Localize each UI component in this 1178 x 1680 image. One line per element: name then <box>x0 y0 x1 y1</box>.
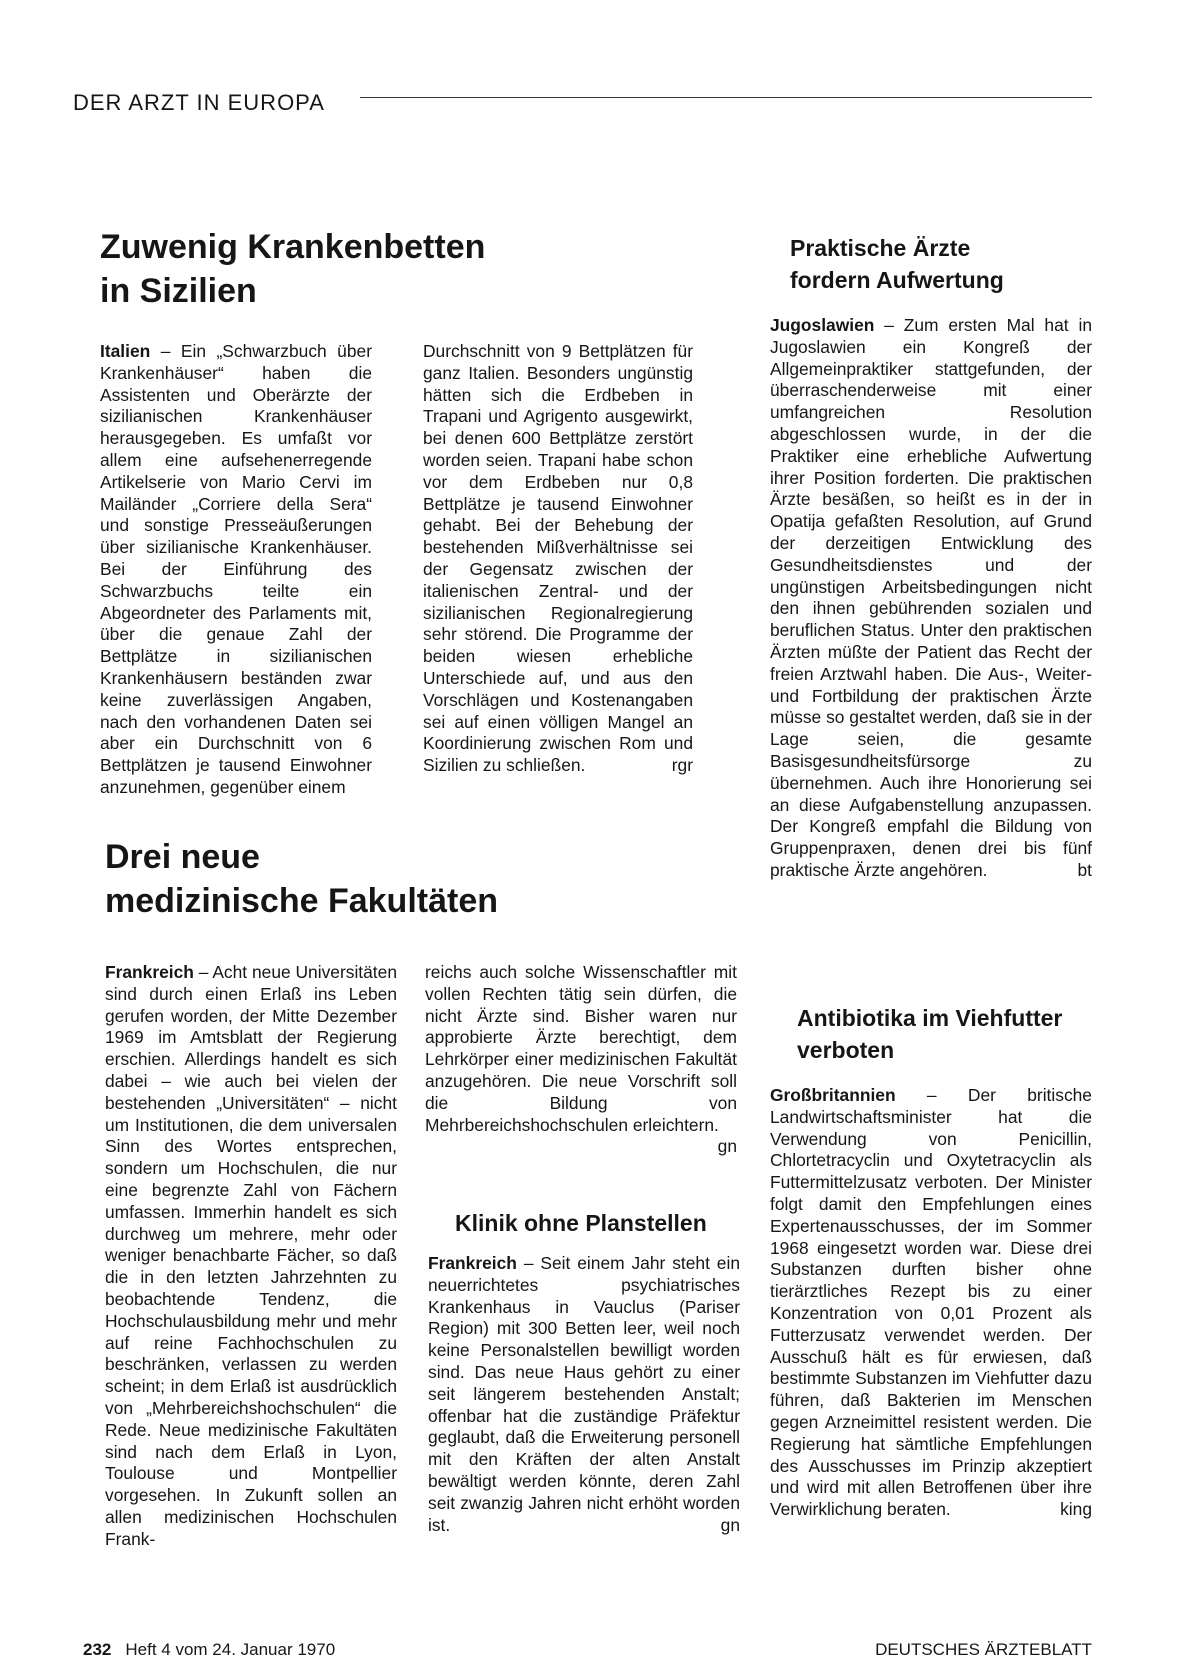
country-label: Jugoslawien <box>770 315 875 335</box>
title-line: Praktische Ärzte <box>790 235 971 261</box>
country-label: Großbritannien <box>770 1085 896 1105</box>
article-body-column <box>770 315 1092 882</box>
body-text: reichs auch solche Wissenschaftler mit vollen Rechten tätig sein dürfen, die nicht Ärzte sind. Bisher waren nur approbierte Ärzte berechtigt, dem Lehrkörper einer medizinischen Fakultät anzugehören. Die neue Vorschrift soll die Bildung von Mehrbereichshochschulen erleichtern. <box>425 962 737 1135</box>
title-line: medizinische Fakultäten <box>105 882 498 920</box>
article-body-column <box>423 341 693 777</box>
article-title-fakultaeten <box>105 835 605 923</box>
journal-name: DEUTSCHES ÄRZTEBLATT <box>875 1640 1092 1659</box>
issue-info: Heft 4 vom 24. Januar 1970 <box>125 1640 336 1659</box>
title-line: fordern Aufwertung <box>790 267 1004 293</box>
page-number: 232 <box>83 1640 112 1659</box>
body-text: Durchschnitt von 9 Bettplätzen für ganz Italien. Besonders ungünstig hätten sich die Erdbeben in Trapani und Agrigento ausgewirkt, bei denen 600 Bettplätze zerstört worden seien. Trapani habe schon vor dem Erdbeben nur 0,8 Bettplätze je tausend Einwohner gehabt. Bei der Behebung der bestehenden Mißverhältnisse sei der Gegensatz zwischen der italienischen Zentral- und der sizilianischen Regionalregierung sehr störend. Die Programme der beiden wiesen erhebliche Unterschiede auf, und aus den Vorschlägen und Kostenangaben sei auf einen völligen Mangel an Koordinierung zwischen Rom und Sizilien zu schließen. <box>423 341 693 776</box>
article-title-antibiotika <box>797 1002 1097 1066</box>
title-line: Drei neue <box>105 838 260 876</box>
article-body-column <box>105 962 397 1551</box>
author-signature: king <box>1060 1499 1092 1520</box>
article-body-column <box>770 1085 1092 1521</box>
body-text: – Acht neue Universitäten sind durch einen Erlaß ins Leben gerufen worden, der Mitte Dezember 1969 im Amtsblatt der Regierung erschien. Allerdings handelt es sich dabei – wie auch bei vielen der bestehenden „Universitäten“ – nicht um Institutionen, die dem universalen Sinn des Wortes entsprechen, sondern um Hochschulen, die nur eine begrenzte Zahl von Fächern umfassen. Immerhin handelt es sich durchweg um mehrere, mehr oder weniger benachbarte Fächer, so daß die in den letzten Jahrzehnten zu beobachtende Tendenz, die Hochschulausbildung mehr und mehr auf reine Fachhochschulen zu beschränken, verlassen zu werden scheint; in dem Erlaß ist ausdrücklich von „Mehrbereichshochschulen“ die Rede. Neue medizinische Fakultäten sind nach dem Erlaß in Lyon, Toulouse und Montpellier vorgesehen. In Zukunft sollen an allen medizinischen Hochschulen Frank- <box>105 962 397 1549</box>
title-line: Zuwenig Krankenbetten <box>100 228 486 266</box>
body-text: – Seit einem Jahr steht ein neuerrichtetes psychiatrisches Krankenhaus in Vauclus (Pariser Region) mit 300 Betten leer, weil noch keine Personalstellen bewilligt worden sind. Das neue Haus gehört zu einer seit längerem bestehenden Anstalt; offenbar hat die zuständige Präfektur geglaubt, daß die Erweiterung personell mit den Kräften der alten Anstalt bewältigt werden könnte, deren Zahl seit zwanzig Jahren nicht erhöht worden ist. <box>428 1253 740 1535</box>
title-line: verboten <box>797 1037 895 1063</box>
country-label: Italien <box>100 341 151 361</box>
article-title-sizilien <box>100 225 520 313</box>
body-text: – Zum ersten Mal hat in Jugoslawien ein Kongreß der Allgemeinpraktiker stattgefunden, der überraschenderweise mit einer umfangreichen Resolution abgeschlossen wurde, in der die Praktiker eine erhebliche Aufwertung ihrer Position forderten. Die praktischen Ärzte besäßen, so heißt es in der in Opatija gefaßten Resolution, auf Grund der derzeitigen Entwicklung des Gesundheitsdienstes und der ungünstigen Arbeitsbedingungen nicht den ihnen gebührenden sozialen und beruflichen Status. Unter den praktischen Ärzten müßte der Patient das Recht der freien Arztwahl haben. Die Aus-, Weiter- und Fortbildung der praktischen Ärzte müsse so gestaltet werden, daß sie in der Lage seien, die gesamte Basisgesundheitsfürsorge zu übernehmen. Auch ihre Honorierung sei an diese Aufgabenstellung anzupassen. Der Kongreß empfahl die Bildung von Gruppenpraxen, denen drei bis fünf praktische Ärzte angehören. <box>770 315 1092 880</box>
title-line: in Sizilien <box>100 272 257 310</box>
section-title: DER ARZT IN EUROPA <box>73 90 325 115</box>
country-label: Frankreich <box>105 962 194 982</box>
article-body-column <box>100 341 372 799</box>
article-title-aerzte <box>790 232 1090 296</box>
article-title-klinik: Klinik ohne Planstellen <box>455 1210 707 1236</box>
author-signature: gn <box>717 1136 737 1157</box>
country-label: Frankreich <box>428 1253 517 1273</box>
author-signature: bt <box>1077 859 1092 880</box>
article-body-column <box>428 1253 740 1536</box>
title-line: Antibiotika im Viehfutter <box>797 1005 1063 1031</box>
article-body-column <box>425 962 737 1158</box>
author-signature: gn <box>720 1514 740 1535</box>
body-text: – Der britische Landwirtschaftsminister hat die Verwendung von Penicillin, Chlortetracyclin und Oxytetracyclin als Futtermittelzusatz verboten. Der Minister folgt damit den Empfehlungen eines Expertenausschusses, der im Sommer 1968 eingesetzt worden war. Diese drei Substanzen durften bisher ohne tierärztliches Rezept bis zu einer Konzentration von 0,01 Prozent als Futterzusatz verwendet werden. Der Ausschuß hält es für erwiesen, daß bestimmte Substanzen im Viehfutter dazu führen, daß Bakterien im Menschen gegen Arzneimittel resistent werden. Die Regierung hat sämtliche Empfehlungen des Ausschusses im Prinzip akzeptiert und wird mit allen Betroffenen über ihre Verwirklichung beraten. <box>770 1085 1092 1520</box>
footer-issue <box>83 1640 335 1660</box>
header-rule <box>360 97 1092 98</box>
body-text: – Ein „Schwarzbuch über Krankenhäuser“ haben die Assistenten und Oberärzte der sizilianischen Krankenhäuser herausgegeben. Es umfaßt vor allem eine aufsehenerregende Artikelserie von Mario Cervi im Mailänder „Corriere della Sera“ und sonstige Presseäußerungen über sizilianische Krankenhäuser. Bei der Einführung des Schwarzbuchs teilte ein Abgeordneter des Parlaments mit, über die genaue Zahl der Bettplätze in sizilianischen Krankenhäusern beständen zwar keine zuverlässigen Angaben, nach den vorhandenen Daten sei aber ein Durchschnitt von 6 Bettplätzen je tausend Einwohner anzunehmen, gegenüber einem <box>100 341 372 797</box>
author-signature: rgr <box>671 755 693 776</box>
